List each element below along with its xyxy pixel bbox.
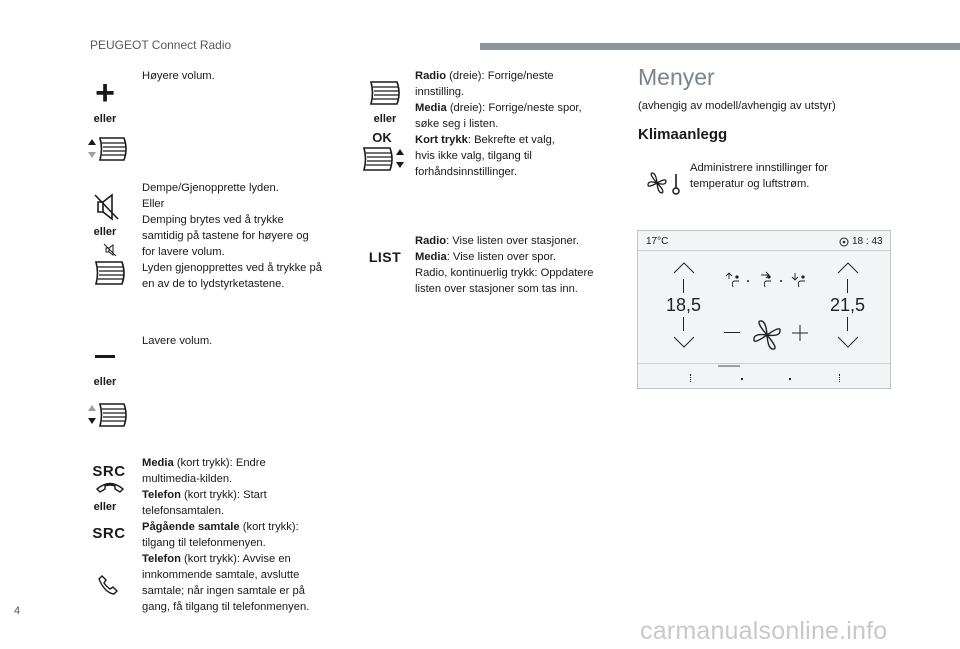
ok-label: OK	[372, 130, 392, 145]
watermark: carmanualsonline.info	[640, 617, 888, 645]
temp-right-up-icon[interactable]	[836, 261, 860, 275]
list-text: Radio: Vise listen over stasjoner. Media: Vise listen over spor. Radio, kontinuerlig trykk: Oppdatere listen over stasjoner som tas inn.	[415, 235, 594, 295]
temp-left-tick	[683, 317, 684, 331]
climate-text: Administrere innstillinger for temperatur og luftstrøm.	[690, 162, 829, 190]
minus-icon	[95, 355, 115, 358]
thumbwheel-text: Radio (dreie): Forrige/neste innstilling. Media (dreie): Forrige/neste spor, søke seg i listen. Kort trykk: Bekrefte et valg, hvis ikke valg, tilgang til forhåndsinnstillinger.	[415, 70, 582, 178]
temp-right-tick	[847, 279, 848, 293]
tab-dots-4[interactable]	[839, 374, 840, 382]
active-tab-indicator	[718, 365, 740, 367]
status-divider	[638, 250, 890, 251]
steering-wheel-control-icon	[92, 260, 128, 286]
header-bar	[480, 43, 960, 50]
mute-speaker-icon	[92, 192, 120, 222]
tab-dot-2[interactable]	[741, 378, 743, 380]
phone-icon	[97, 574, 119, 596]
temp-right-down-icon[interactable]	[836, 335, 860, 349]
steering-wheel-volume-control-icon	[86, 136, 130, 162]
climate-heading: Klimaanlegg	[638, 126, 728, 143]
steering-wheel-volume-control-icon	[86, 402, 130, 428]
menus-heading: Menyer	[638, 64, 715, 90]
temp-left-tick	[683, 279, 684, 293]
or-label: eller	[93, 113, 117, 125]
small-mute-icon	[103, 243, 117, 257]
mute-text: Dempe/Gjenopprette lyden. Eller Demping brytes ved å trykke samtidig på tastene for høyere og for lavere volum. Lyden gjenopprettes ved å trykke på en av de to lydstyrketastene.	[142, 182, 322, 290]
thumbwheel-icon	[367, 80, 403, 106]
header-title: PEUGEOT Connect Radio	[90, 38, 232, 52]
or-label: eller	[373, 113, 397, 125]
climate-screen	[637, 230, 891, 389]
volume-down-text: Lavere volum.	[142, 335, 213, 347]
thumbwheel-ok-icon	[362, 146, 406, 172]
temp-right-tick	[847, 317, 848, 331]
phone-hangup-icon	[95, 480, 125, 494]
temp-right: 21,5	[830, 295, 866, 315]
tab-dot-3[interactable]	[789, 378, 791, 380]
temp-left-down-icon[interactable]	[672, 335, 696, 349]
climate-icon	[645, 170, 683, 196]
menus-subtitle: (avhengig av modell/avhengig av utstyr)	[638, 100, 836, 112]
list-label: LIST	[368, 249, 402, 265]
src-text: Media (kort trykk): Endre multimedia-kilden. Telefon (kort trykk): Start telefonsamtalen. Pågående samtale (kort trykk): tilgang til telefonmenyen. Telefon (kort trykk): Avvise en innkommende samtale, avslutte samtale; når ingen samtale er på gang, få tilgang til telefonmenyen.	[142, 457, 310, 613]
or-label: eller	[93, 226, 117, 238]
or-label: eller	[93, 501, 117, 513]
volume-up-text: Høyere volum.	[142, 70, 215, 82]
fan-icon	[750, 318, 784, 352]
clock: 18 : 43	[852, 236, 883, 247]
air-distribution-icons[interactable]	[723, 271, 813, 291]
temp-left: 18,5	[666, 295, 702, 315]
plus-icon: +	[95, 74, 115, 112]
or-label: eller	[93, 376, 117, 388]
src-label: SRC	[92, 463, 126, 480]
src-label: SRC	[92, 525, 126, 542]
page-number: 4	[14, 605, 21, 617]
settings-icon[interactable]	[839, 237, 849, 247]
fan-increase-icon[interactable]	[792, 325, 808, 341]
tab-dots-1[interactable]	[690, 374, 691, 382]
tabbar-divider	[638, 363, 890, 364]
outside-temperature: 17°C	[646, 236, 669, 247]
fan-decrease-icon[interactable]	[724, 332, 740, 333]
temp-left-up-icon[interactable]	[672, 261, 696, 275]
